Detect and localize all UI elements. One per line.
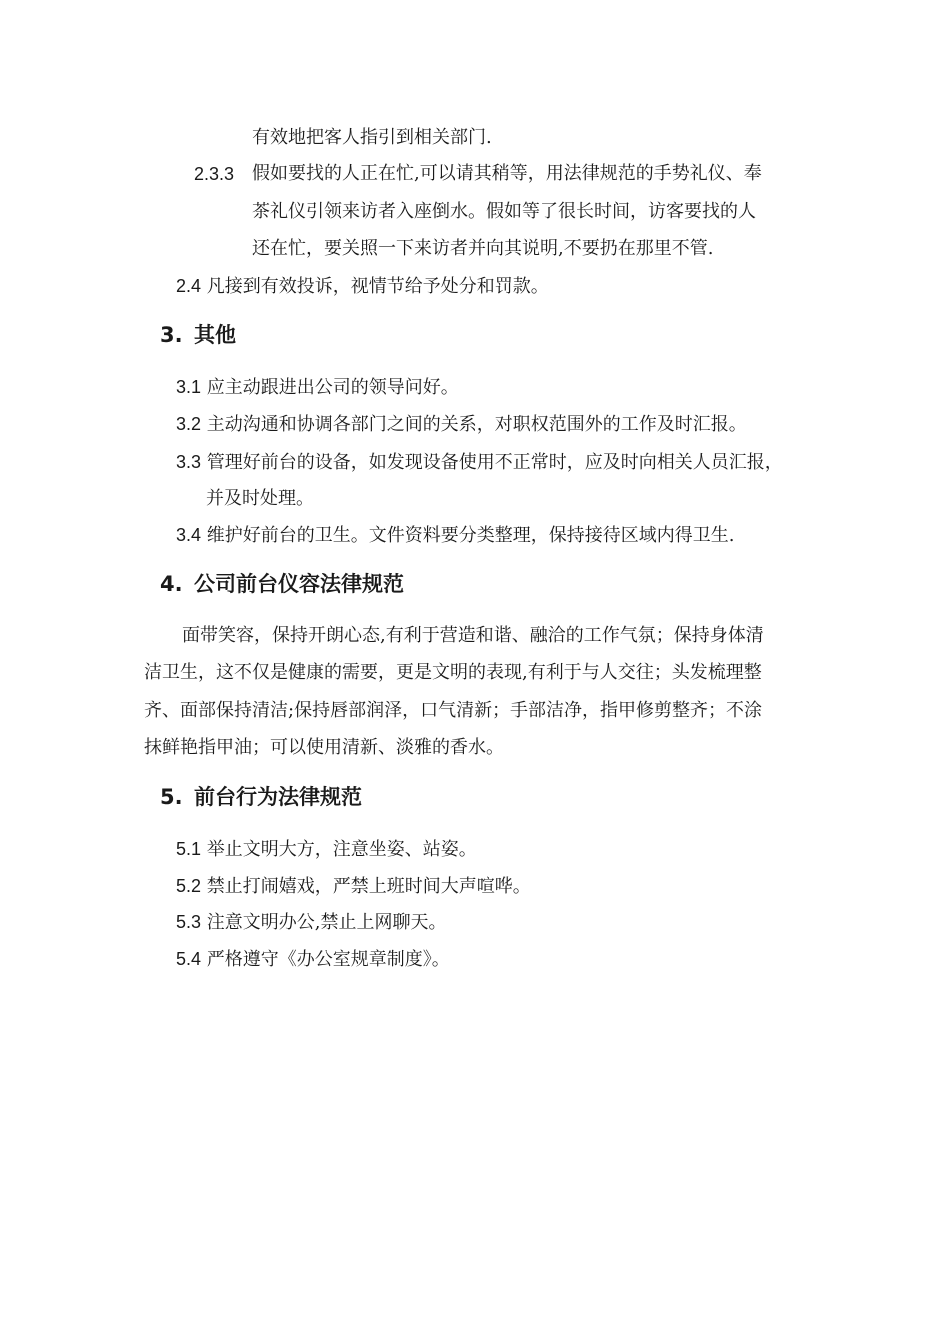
item-text: 举止文明大方，注意坐姿、站姿。 [206,839,477,860]
item-number: 5.3 [176,912,202,932]
item-number: 3.3 [176,452,202,472]
item-2-3-2-continuation: 有效地把客人指引到相关部门. [252,127,492,148]
heading-title: 其他 [194,323,236,347]
list-item [176,523,734,548]
paragraph-line: 抹鲜艳指甲油；可以使用清新、淡雅的香水。 [144,737,504,758]
item-text: 主动沟通和协调各部门之间的关系，对职权范围外的工作及时汇报。 [206,414,747,435]
item-text: 严格遵守《办公室规章制度》。 [206,949,450,970]
item-text: 禁止打闹嬉戏，严禁上班时间大声喧哗。 [206,876,531,897]
heading-number: 5. [160,785,183,809]
item-2-3-3-line: 茶礼仪引领来访者入座倒水。假如等了很长时间，访客要找的人 [252,201,756,222]
list-item [176,874,531,899]
section-5-heading [160,783,362,811]
paragraph-line: 齐、面部保持清洁;保持唇部润泽，口气清新；手部洁净，指甲修剪整齐；不涂 [144,700,763,721]
list-item [176,450,783,475]
item-text: 凡接到有效投诉，视情节给予处分和罚款。 [206,276,549,297]
list-item [176,837,477,862]
item-2-3-3-line: 还在忙，要关照一下来访者并向其说明,不要扔在那里不管. [252,238,714,259]
heading-number: 3. [160,323,183,347]
heading-title: 公司前台仪容法律规范 [194,572,404,596]
item-number: 5.4 [176,949,202,969]
heading-number: 4. [160,572,183,596]
item-text: 管理好前台的设备，如发现设备使用不正常时，应及时向相关人员汇报， [206,452,783,473]
list-item [176,947,450,972]
item-number: 3.4 [176,525,202,545]
list-item [176,412,747,437]
list-item [176,375,459,400]
paragraph-line: 面带笑容，保持开朗心态,有利于营造和谐、融洽的工作气氛；保持身体清 [182,625,764,646]
item-number: 2.3.3 [194,164,235,184]
item-text: 应主动跟进出公司的领导问好。 [206,377,459,398]
item-text: 注意文明办公,禁止上网聊天。 [206,912,447,933]
item-number: 5.1 [176,839,202,859]
list-item [176,910,447,935]
section-3-heading [160,321,236,349]
item-number: 2.4 [176,276,202,296]
section-4-heading [160,570,404,598]
item-number: 3.2 [176,414,202,434]
paragraph-line: 洁卫生，这不仅是健康的需要，更是文明的表现,有利于与人交往；头发梳理整 [144,662,762,683]
item-2-4 [176,274,549,299]
item-text: 维护好前台的卫生。文件资料要分类整理，保持接待区域内得卫生. [206,525,735,546]
heading-title: 前台行为法律规范 [194,785,362,809]
item-2-3-3-line: 假如要找的人正在忙,可以请其稍等，用法律规范的手势礼仪、奉 [252,163,762,184]
item-number: 5.2 [176,876,202,896]
list-item-continuation: 并及时处理。 [206,488,314,509]
item-number: 3.1 [176,377,202,397]
